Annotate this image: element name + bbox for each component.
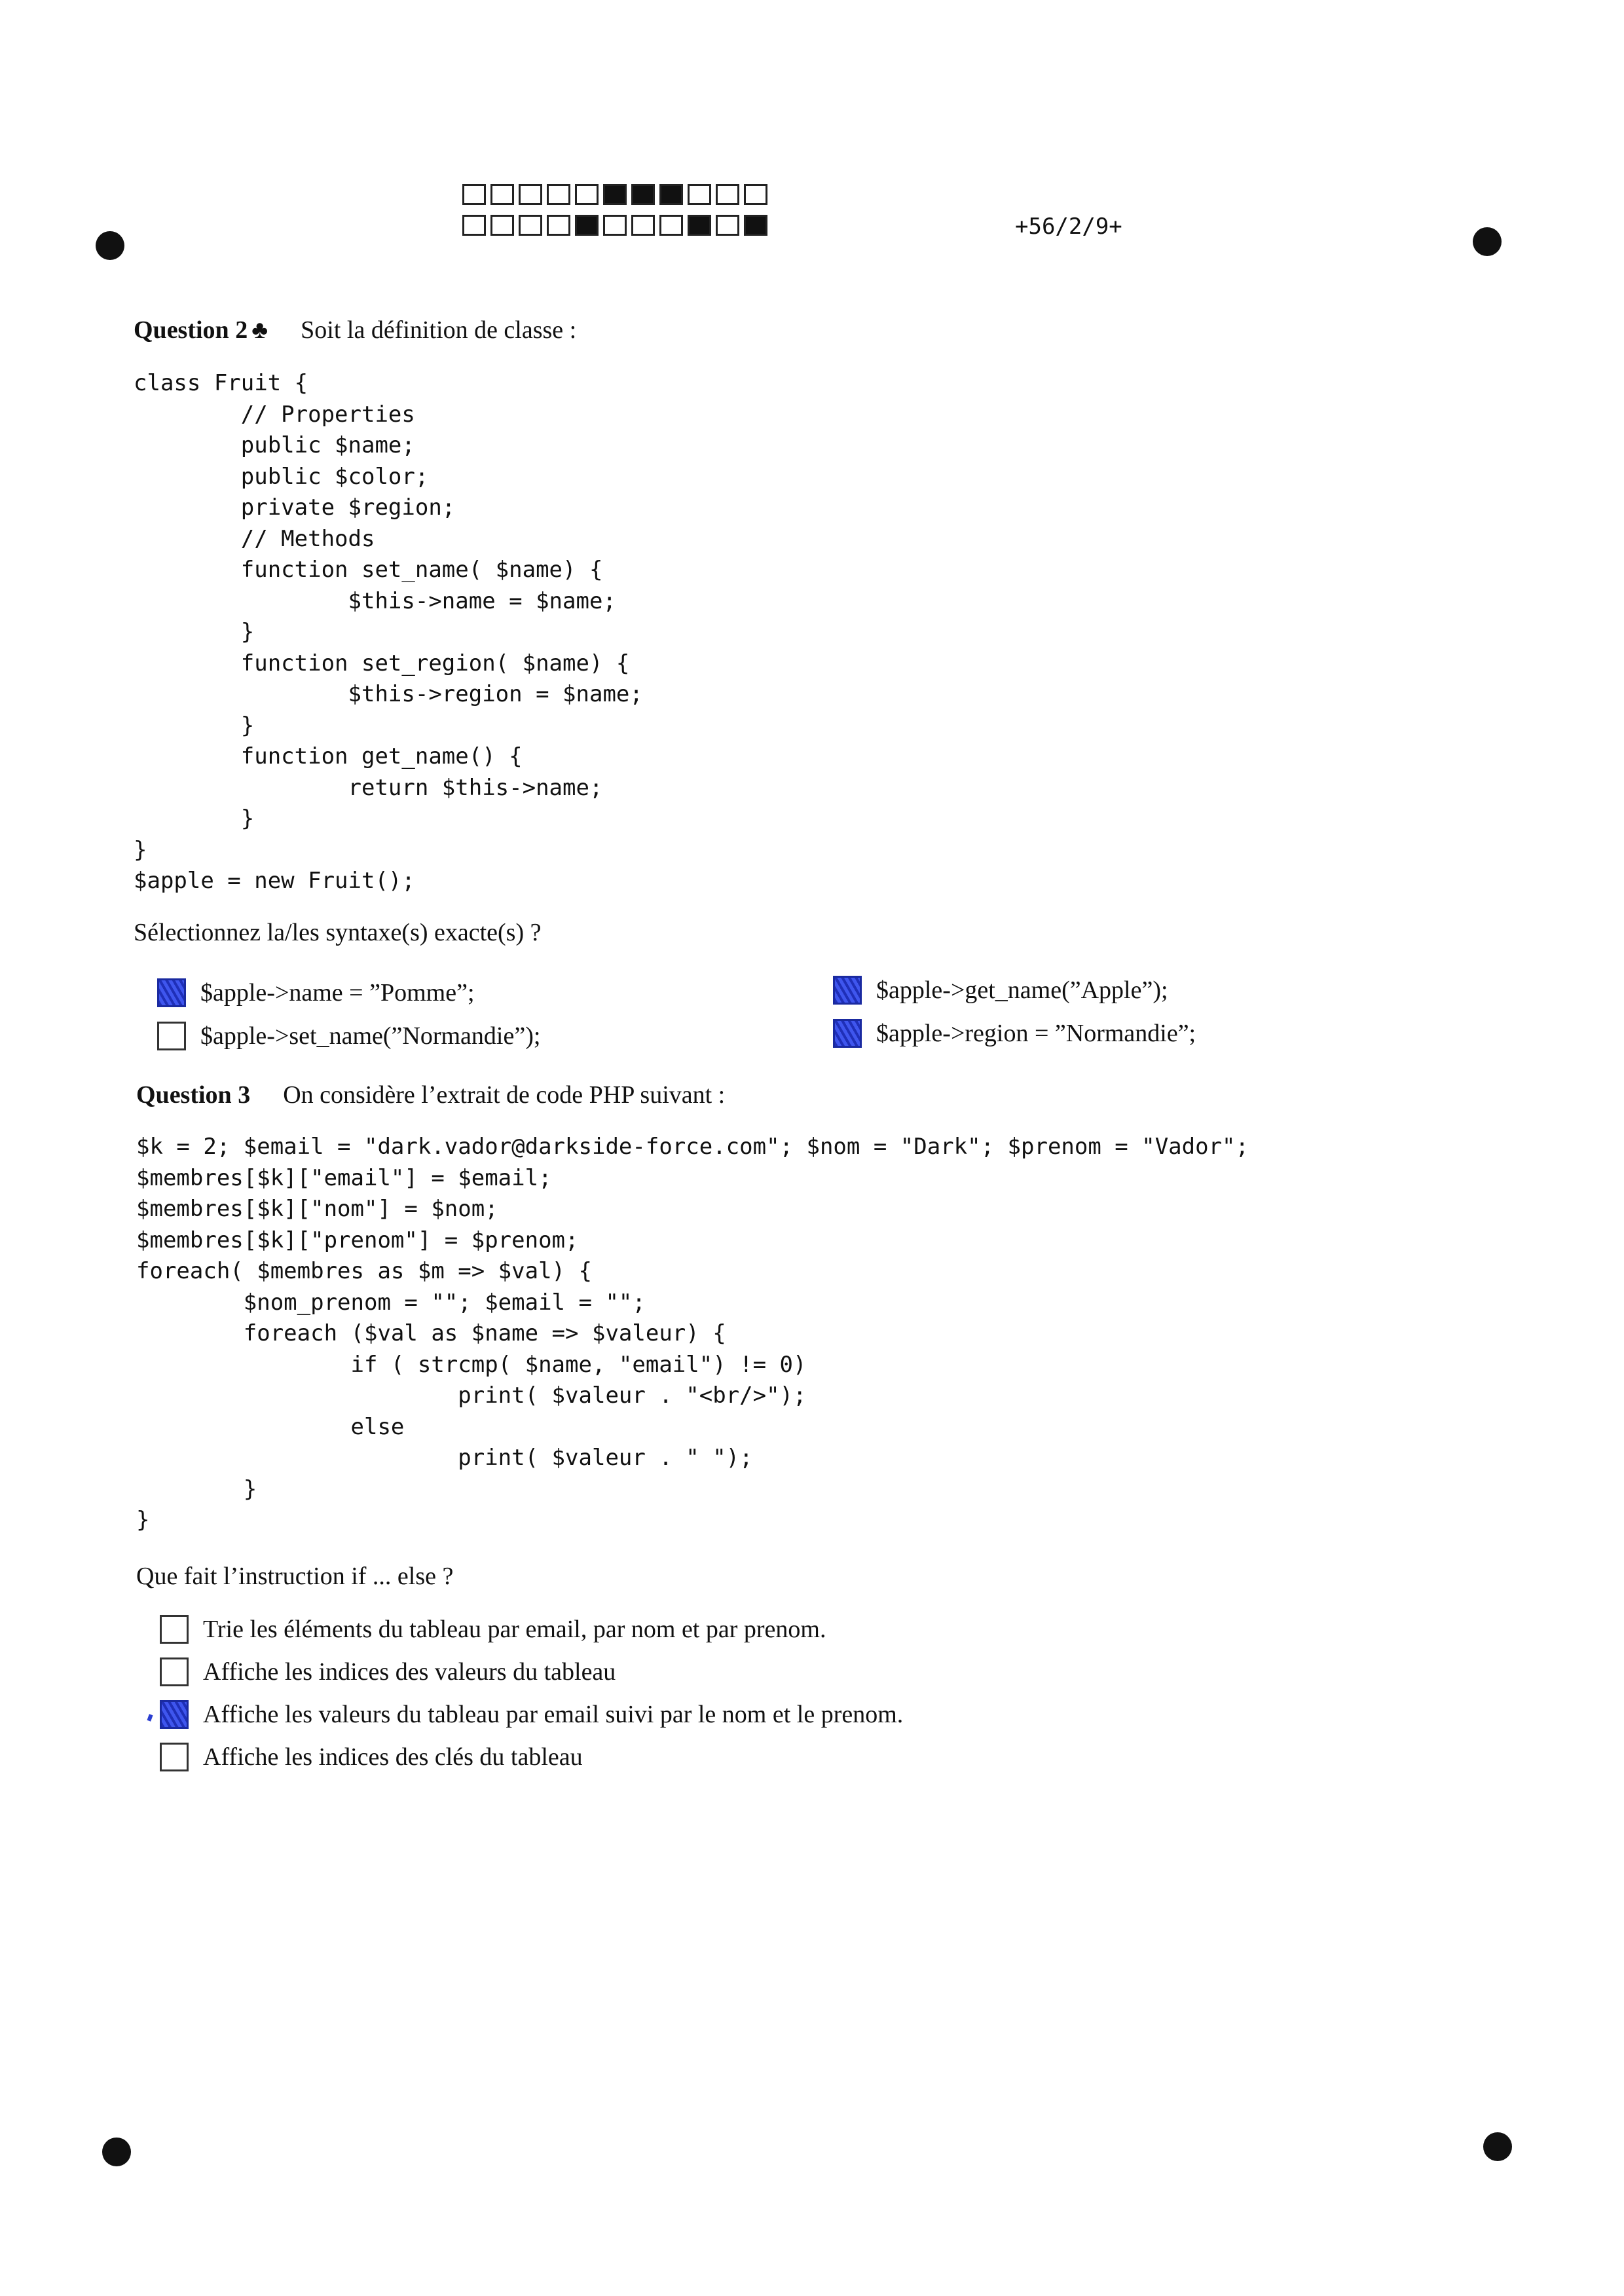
- id-grid-cell: [519, 215, 542, 236]
- id-grid-cell: [462, 184, 486, 205]
- question-2-code: class Fruit { // Properties public $name; public $color; private $region; // Methods function set_name( $name) { $this->name = $name; } function set_region( $name) { $this->region = $name; } function get_name() { return $this->name; } } $apple = new Fruit();: [134, 370, 643, 894]
- q3-option-1[interactable]: [160, 1615, 826, 1644]
- id-grid-cell: [603, 184, 627, 205]
- q2-option-1-label: $apple->name = ”Pomme”;: [200, 979, 475, 1007]
- q2-option-1[interactable]: [157, 978, 475, 1007]
- id-grid-cell: [744, 215, 767, 236]
- id-grid-cell: [631, 215, 655, 236]
- id-grid-row-2: [462, 215, 772, 236]
- q2-option-3-label: $apple->get_name(”Apple”);: [876, 976, 1168, 1004]
- id-grid-row-1: [462, 184, 772, 205]
- q3-option-3[interactable]: [160, 1700, 903, 1729]
- id-grid-cell: [688, 184, 711, 205]
- q2-option-4[interactable]: [833, 1019, 1196, 1048]
- question-3-label: Question 3: [136, 1081, 251, 1109]
- q3-option-4-checkbox[interactable]: [160, 1743, 189, 1771]
- q2-option-3[interactable]: [833, 976, 1168, 1005]
- id-grid-cell: [575, 184, 599, 205]
- q2-option-4-checkbox[interactable]: [833, 1019, 862, 1048]
- q2-option-2[interactable]: [157, 1022, 540, 1050]
- club-icon: ♣: [251, 316, 268, 344]
- id-grid-cell: [462, 215, 486, 236]
- id-grid-cell: [547, 184, 570, 205]
- id-grid-cell: [519, 184, 542, 205]
- q3-option-3-checkbox[interactable]: [160, 1700, 189, 1729]
- question-2-header: [134, 316, 576, 344]
- question-3-prompt: Que fait l’instruction if ... else ?: [136, 1563, 454, 1590]
- registration-mark-bottom-left: [102, 2138, 131, 2166]
- q2-option-1-checkbox[interactable]: [157, 978, 186, 1007]
- question-2-intro: Soit la définition de classe :: [301, 316, 577, 344]
- q2-option-2-checkbox[interactable]: [157, 1022, 186, 1050]
- id-grid-cell: [744, 184, 767, 205]
- id-grid-cell: [575, 215, 599, 236]
- q2-option-4-label: $apple->region = ”Normandie”;: [876, 1020, 1196, 1047]
- pen-tick-mark: [147, 1714, 153, 1721]
- id-grid-cell: [490, 184, 514, 205]
- question-3-header: [136, 1081, 725, 1109]
- id-grid-cell: [659, 184, 683, 205]
- id-grid-cell: [603, 215, 627, 236]
- q3-option-2[interactable]: [160, 1657, 616, 1686]
- q3-option-2-checkbox[interactable]: [160, 1657, 189, 1686]
- id-grid-cell: [688, 215, 711, 236]
- id-grid-cell: [631, 184, 655, 205]
- page-code: +56/2/9+: [1015, 213, 1122, 240]
- q3-option-4[interactable]: [160, 1743, 583, 1771]
- registration-mark-bottom-right: [1483, 2132, 1512, 2161]
- id-grid-cell: [490, 215, 514, 236]
- id-grid-cell: [716, 184, 739, 205]
- question-3-code: $k = 2; $email = "dark.vador@darkside-force.com"; $nom = "Dark"; $prenom = "Vador"; $membres[$k]["email"] = $email; $membres[$k]["nom"] = $nom; $membres[$k]["prenom"] = $prenom; foreach( $membres as $m => $val) { $nom_prenom = ""; $email = ""; foreach ($val as $name => $valeur) { if ( strcmp( $name, "email") != 0) print( $valeur . "<br/>"); else print( $valeur . " "); } }: [136, 1134, 1249, 1533]
- registration-mark-top-left: [96, 231, 124, 260]
- q3-option-4-label: Affiche les indices des clés du tableau: [203, 1743, 583, 1771]
- q3-option-2-label: Affiche les indices des valeurs du tableau: [203, 1658, 616, 1686]
- q3-option-3-label: Affiche les valeurs du tableau par email suivi par le nom et le prenom.: [203, 1701, 904, 1728]
- question-2-label: Question 2: [134, 316, 248, 344]
- question-2-prompt: Sélectionnez la/les syntaxe(s) exacte(s) ?: [134, 919, 542, 946]
- id-grid-cell: [659, 215, 683, 236]
- question-3-intro: On considère l’extrait de code PHP suivant :: [283, 1081, 726, 1109]
- q2-option-2-label: $apple->set_name(”Normandie”);: [200, 1022, 541, 1050]
- q3-option-1-checkbox[interactable]: [160, 1615, 189, 1644]
- q2-option-3-checkbox[interactable]: [833, 976, 862, 1005]
- id-grid-cell: [547, 215, 570, 236]
- id-grid-cell: [716, 215, 739, 236]
- registration-mark-top-right: [1473, 227, 1502, 256]
- q3-option-1-label: Trie les éléments du tableau par email, par nom et par prenom.: [203, 1616, 826, 1643]
